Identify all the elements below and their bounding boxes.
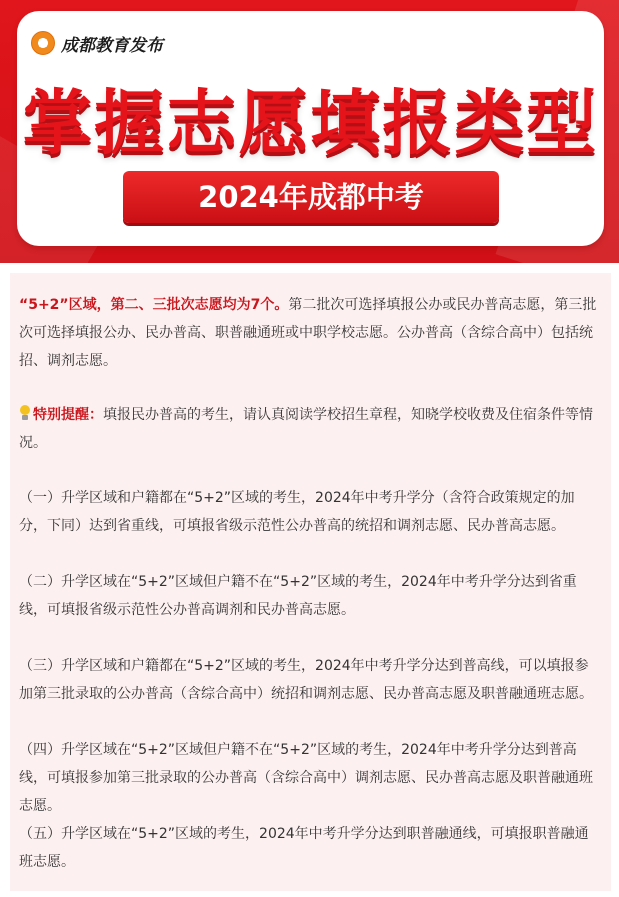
header-banner [0, 0, 619, 263]
tip-text: 填报民办普高的考生，请认真阅读学校招生章程，知晓学校收费及住宿条件等情况。 [19, 407, 593, 451]
tip-label: 特别提醒： [33, 407, 103, 423]
lightbulb-icon [19, 405, 31, 421]
list-item: （三）升学区域和户籍都在“5+2”区域的考生，2024年中考升学分达到普高线，可以填报参加第三批录取的公办普高（含综合高中）统招和调剂志愿、民办普高志愿及职普融通班志愿。 [19, 658, 593, 702]
article-content [10, 273, 611, 891]
page-title: 掌握志愿填报类型 [22, 82, 599, 164]
list-item: （四）升学区域在“5+2”区域但户籍不在“5+2”区域的考生，2024年中考升学分达到普高线，可填报参加第三批录取的公办普高（含综合高中）调剂志愿、民办普高志愿及职普融通班志愿。 [19, 742, 593, 814]
banner-card [17, 11, 604, 246]
list-item: （一）升学区域和户籍都在“5+2”区域的考生，2024年中考升学分（含符合政策规定的加分，下同）达到省重线，可填报省级示范性公办普高的统招和调剂志愿、民办普高志愿。 [19, 490, 575, 534]
tip-paragraph [19, 401, 602, 457]
brand [31, 29, 163, 57]
intro-highlight: “5+2”区域，第二、三批次志愿均为7个。 [19, 297, 289, 313]
brand-name: 成都教育发布 [61, 35, 163, 56]
intro-text: 第二批次可选择填报公办或民办普高志愿，第三批次可选择填报公办、民办普高、职普融通班或中职学校志愿。公办普高（含综合高中）包括统招、调剂志愿。 [19, 297, 597, 369]
list-item: （二）升学区域在“5+2”区域但户籍不在“5+2”区域的考生，2024年中考升学分达到省重线，可填报省级示范性公办普高调剂和民办普高志愿。 [19, 574, 577, 618]
intro-paragraph [19, 291, 602, 375]
subtitle-badge: 2024年成都中考 [123, 171, 499, 223]
list-item: （五）升学区域在“5+2”区域的考生，2024年中考升学分达到职普融通线，可填报职普融通班志愿。 [19, 826, 589, 870]
orange-ring-logo-icon [31, 31, 55, 55]
